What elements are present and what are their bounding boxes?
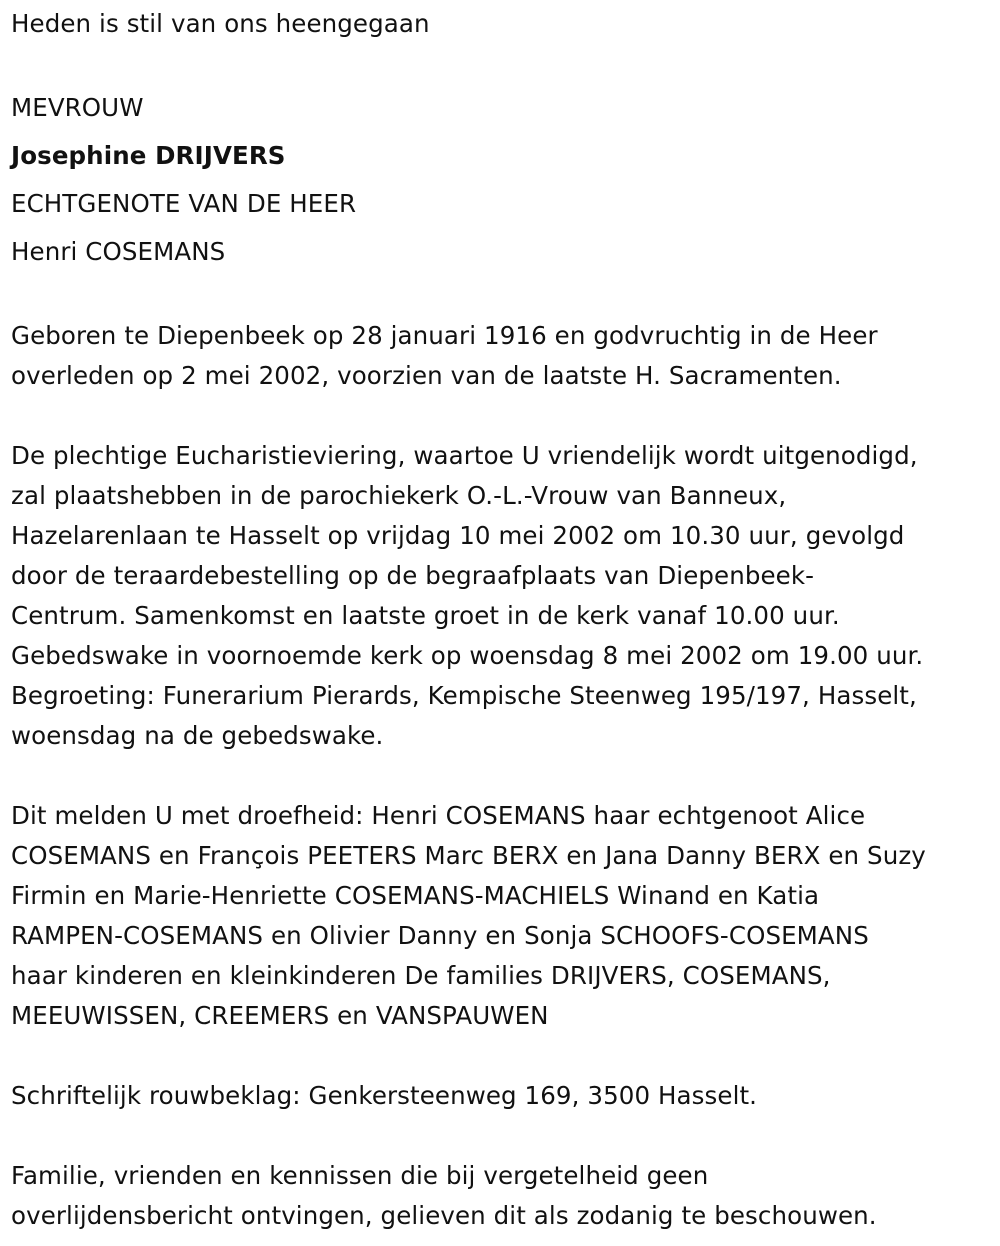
paragraph-line: Begroeting: Funerarium Pierards, Kempische Steenweg 195/197, Hasselt, — [11, 681, 917, 710]
deceased-name: Josephine DRIJVERS — [11, 141, 286, 170]
paragraph-line: haar kinderen en kleinkinderen De families DRIJVERS, COSEMANS, — [11, 961, 831, 990]
paragraph-line: Familie, vrienden en kennissen die bij vergetelheid geen — [11, 1161, 709, 1190]
paragraph-line: MEEUWISSEN, CREEMERS en VANSPAUWEN — [11, 1001, 549, 1030]
paragraph-line: Firmin en Marie-Henriette COSEMANS-MACHIELS Winand en Katia — [11, 881, 820, 910]
paragraph-line: overleden op 2 mei 2002, voorzien van de laatste H. Sacramenten. — [11, 361, 842, 390]
closing-paragraph — [11, 1156, 996, 1236]
intro-line: Heden is stil van ons heengegaan — [11, 9, 430, 38]
paragraph-line: zal plaatshebben in de parochiekerk O.-L.-Vrouw van Banneux, — [11, 481, 787, 510]
spouse-name: Henri COSEMANS — [11, 237, 226, 266]
spouse-title: ECHTGENOTE VAN DE HEER — [11, 189, 357, 218]
death-notice — [11, 4, 996, 1236]
birth-death-paragraph — [11, 316, 996, 396]
ceremony-paragraph — [11, 436, 996, 756]
paragraph-line: Hazelarenlaan te Hasselt op vrijdag 10 mei 2002 om 10.30 uur, gevolgd — [11, 521, 905, 550]
family-paragraph — [11, 796, 996, 1036]
deceased-block — [11, 84, 996, 276]
paragraph-line: RAMPEN-COSEMANS en Olivier Danny en Sonja SCHOOFS-COSEMANS — [11, 921, 869, 950]
title-mevrouw: MEVROUW — [11, 93, 144, 122]
paragraph-line: Centrum. Samenkomst en laatste groet in de kerk vanaf 10.00 uur. — [11, 601, 840, 630]
paragraph-line: De plechtige Eucharistieviering, waartoe U vriendelijk wordt uitgenodigd, — [11, 441, 918, 470]
paragraph-line: COSEMANS en François PEETERS Marc BERX en Jana Danny BERX en Suzy — [11, 841, 926, 870]
paragraph-line: overlijdensbericht ontvingen, gelieven dit als zodanig te beschouwen. — [11, 1201, 877, 1230]
paragraph-line: Gebedswake in voornoemde kerk op woensdag 8 mei 2002 om 19.00 uur. — [11, 641, 924, 670]
paragraph-line: Geboren te Diepenbeek op 28 januari 1916 en godvruchtig in de Heer — [11, 321, 878, 350]
paragraph-line: door de teraardebestelling op de begraafplaats van Diepenbeek- — [11, 561, 815, 590]
paragraph-line: woensdag na de gebedswake. — [11, 721, 384, 750]
condolence-address: Schriftelijk rouwbeklag: Genkersteenweg 169, 3500 Hasselt. — [11, 1081, 758, 1110]
paragraph-line: Dit melden U met droefheid: Henri COSEMANS haar echtgenoot Alice — [11, 801, 866, 830]
